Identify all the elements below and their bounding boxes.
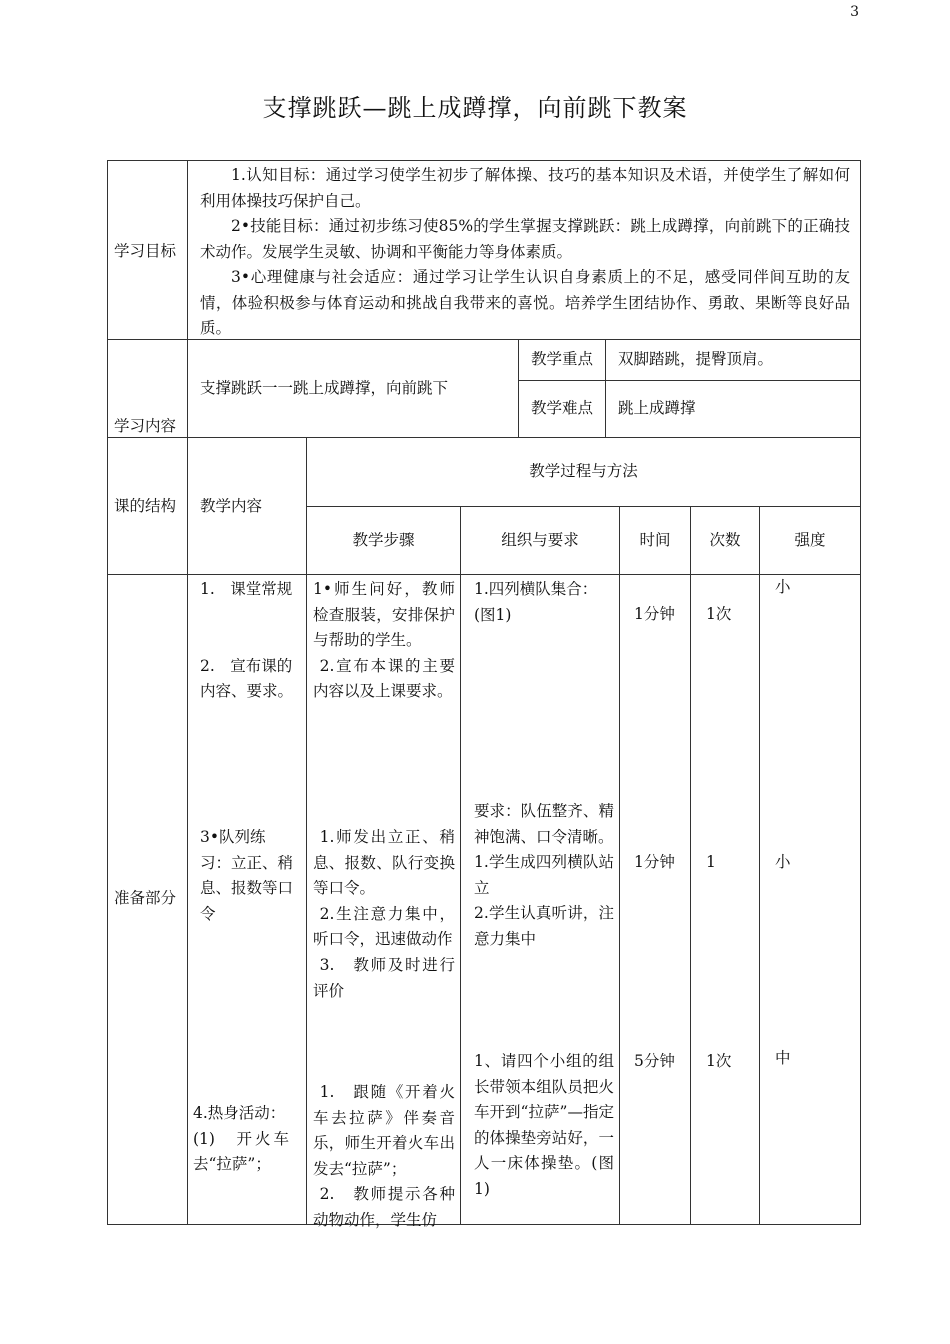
objective-cognitive: 1.认知目标：通过学习使学生初步了解体操、技巧的基本知识及术语，并使学生了解如何利用体操技巧保护自己。 bbox=[200, 166, 850, 210]
header-intensity: 强度 bbox=[794, 531, 826, 549]
prep-row1-org: 1.四列横队集合：(图1) bbox=[474, 580, 598, 624]
prep-row3-time: 5分钟 bbox=[634, 1052, 675, 1070]
prep-row1-time: 1分钟 bbox=[634, 605, 675, 623]
prep-row1-content: 1. 课堂常规 2. 宣布课的内容、要求。 bbox=[200, 580, 294, 701]
difficulty-label: 教学难点 bbox=[530, 399, 593, 417]
prep-row2-time: 1分钟 bbox=[634, 853, 675, 871]
key-point-label: 教学重点 bbox=[530, 350, 593, 368]
prep-row2-content: 3•队列练习：立正、稍息、报数等口令 bbox=[200, 828, 294, 923]
prep-row3-steps: 1. 跟随《开着火车去拉萨》伴奏音乐，师生开着火车出发去“拉萨”； 2. 教师提示各种动物动作，学生仿 bbox=[313, 1083, 455, 1229]
prep-row3-intensity: 中 bbox=[775, 1049, 791, 1067]
header-steps: 教学步骤 bbox=[352, 531, 415, 549]
prep-row2-steps: 1.师发出立正、稍息、报数、队行变换等口令。 2.生注意力集中，听口令，迅速做动作 3. 教师及时进行评价 bbox=[313, 828, 455, 1000]
prep-row3-org: 1、请四个小组的组长带领本组队员把火车开到“拉萨”—指定的体操垫旁站好，一人一床体操垫。(图1) bbox=[474, 1052, 614, 1198]
page-number: 3 bbox=[850, 4, 859, 20]
page-title: 支撑跳跃—跳上成蹲撑，向前跳下教案 bbox=[262, 94, 688, 122]
prep-row1-intensity: 小 bbox=[775, 578, 791, 596]
prep-row2-intensity: 小 bbox=[775, 853, 791, 871]
content-label: 学习内容 bbox=[114, 417, 177, 435]
header-teaching-content: 教学内容 bbox=[200, 497, 263, 515]
content-text: 支撑跳跃一一跳上成蹲撑，向前跳下 bbox=[200, 379, 449, 397]
prep-row3-count: 1次 bbox=[706, 1052, 732, 1070]
prep-row1-count: 1次 bbox=[706, 605, 732, 623]
header-organization: 组织与要求 bbox=[501, 531, 579, 549]
prep-row3-content: 4.热身活动： (1) 开火车去“拉萨”； bbox=[193, 1104, 289, 1174]
header-structure: 课的结构 bbox=[114, 497, 177, 515]
prep-row2-count: 1 bbox=[706, 853, 716, 871]
difficulty: 跳上成蹲撑 bbox=[618, 399, 696, 417]
header-process: 教学过程与方法 bbox=[529, 462, 638, 480]
objective-skill: 2•技能目标：通过初步练习使85%的学生掌握支撑跳跃：跳上成蹲撑，向前跳下的正确技术动作。发展学生灵敏、协调和平衡能力等身体素质。 bbox=[200, 217, 850, 261]
key-point: 双脚踏跳，提臀顶肩。 bbox=[618, 350, 774, 368]
objective-psychological: 3•心理健康与社会适应：通过学习让学生认识自身素质上的不足，感受同伴间互助的友情，体验积极参与体育运动和挑战自我带来的喜悦。培养学生团结协作、勇敢、果断等良好品质。 bbox=[200, 268, 850, 338]
header-time: 时间 bbox=[639, 531, 671, 549]
objectives-label: 学习目标 bbox=[114, 242, 177, 260]
header-count: 次数 bbox=[709, 531, 741, 549]
prep-row2-org: 要求：队伍整齐、精神饱满、口令清晰。 1.学生成四列横队站立 2.学生认真听讲，注意力集中 bbox=[474, 802, 614, 948]
prep-row1-steps: 1•师生问好，教师检查服装，安排保护与帮助的学生。 2.宣布本课的主要内容以及上课要求。 bbox=[313, 580, 455, 701]
prep-label: 准备部分 bbox=[114, 889, 177, 907]
